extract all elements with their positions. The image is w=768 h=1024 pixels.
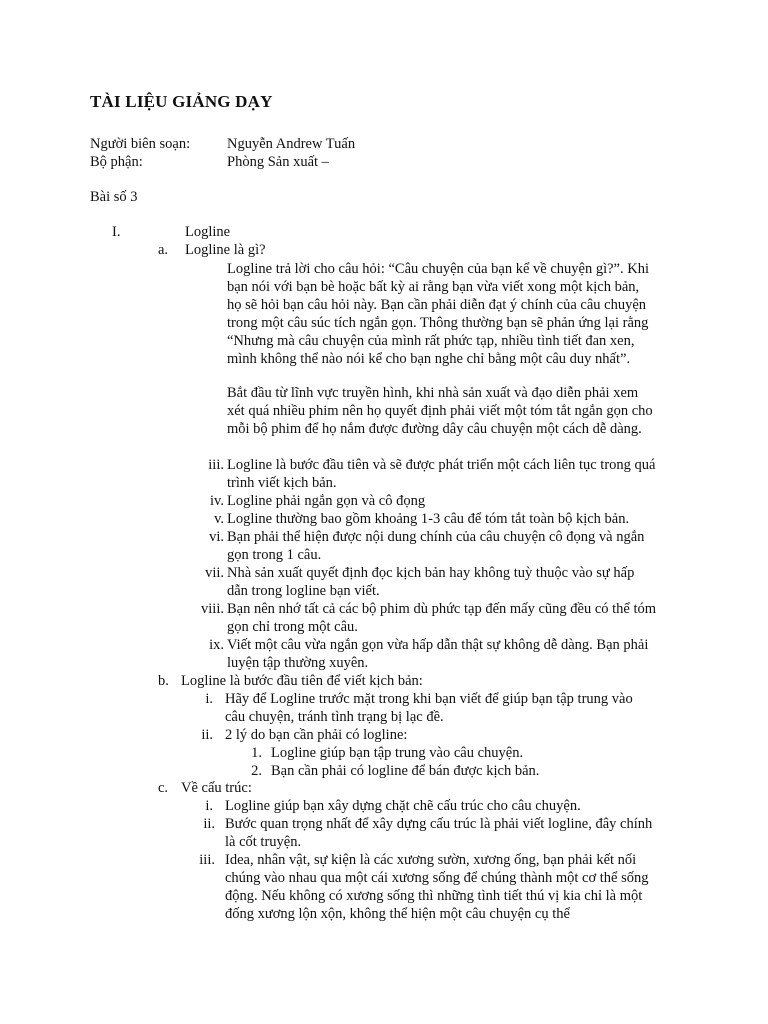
- paragraph-logline-answer: Logline trả lời cho câu hỏi: “Câu chuyện của bạn kể về chuyện gì?”. Khi bạn nói với bạn bè hoặc bất kỳ ai rằng bạn vừa viết xong một kịch bản, họ sẽ hỏi bạn câu hỏi này. Bạn cần phải diễn đạt ý chính của câu chuyện trong một câu súc tích ngắn gọn. Thông thường bạn sẽ phản ứng lại rằng “Nhưng mà câu chuyện của mình rất phức tạp, nhiều tình tiết đan xen, mình không thể nào nói kể cho bạn nghe chỉ bằng một câu duy nhất”.: [227, 261, 649, 367]
- meta-author-label: Người biên soạn:: [90, 136, 191, 152]
- list-item-number: vi.: [209, 529, 224, 545]
- meta-department-label: Bộ phận:: [90, 154, 143, 170]
- subsection-c-title: Về cấu trúc:: [181, 780, 252, 796]
- list-item-number: v.: [214, 511, 224, 527]
- list-item-text: Logline là bước đầu tiên và sẽ được phát triển một cách liên tục trong quá trình viết kịch bản.: [227, 457, 656, 491]
- list-item-number: viii.: [201, 601, 224, 617]
- list-item-number: 2.: [251, 763, 262, 779]
- list-item-number: iii.: [199, 852, 215, 868]
- list-item-text: 2 lý do bạn cần phải có logline:: [225, 727, 408, 743]
- list-item-text: Idea, nhân vật, sự kiện là các xương sườn, xương ống, bạn phải kết nối chúng vào nhau qua một cái xương sống để chúng thành một cơ thể sống động. Nếu không có xương sống thì những tình tiết thú vị kia chỉ là một đống xương lộn xộn, không thể hiện một câu chuyện cụ thể: [225, 852, 649, 922]
- meta-author-value: Nguyễn Andrew Tuấn: [227, 136, 356, 152]
- subsection-a-title: Logline là gì?: [185, 242, 266, 258]
- list-item-text: Viết một câu vừa ngắn gọn vừa hấp dẫn thật sự không dễ dàng. Bạn phải luyện tập thường xuyên.: [227, 637, 649, 671]
- list-item-text: Logline giúp bạn xây dựng chặt chẽ cấu trúc cho câu chuyện.: [225, 798, 581, 814]
- list-item-number: iii.: [208, 457, 224, 473]
- list-item-text: Bạn cần phải có logline để bán được kịch bản.: [271, 763, 540, 779]
- list-item-text: Bạn nên nhớ tất cả các bộ phim dù phức tạp đến mấy cũng đều có thể tóm gọn chỉ trong một câu.: [227, 601, 657, 635]
- subsection-b-title: Logline là bước đầu tiên để viết kịch bản:: [181, 673, 423, 689]
- list-item-number: iv.: [210, 493, 224, 509]
- list-item-text: Logline giúp bạn tập trung vào câu chuyện.: [271, 745, 524, 761]
- subsection-c-number: c.: [158, 780, 169, 796]
- list-item-number: i.: [205, 691, 213, 707]
- section-i-number: I.: [112, 224, 121, 240]
- list-item-text: Nhà sản xuất quyết định đọc kịch bản hay không tuỳ thuộc vào sự hấp dẫn trong logline bạn viết.: [227, 565, 635, 599]
- list-item-text: Logline thường bao gồm khoảng 1-3 câu để tóm tắt toàn bộ kịch bản.: [227, 511, 630, 527]
- list-item-number: ii.: [201, 727, 213, 743]
- subsection-a-number: a.: [158, 242, 169, 258]
- subsection-b-number: b.: [158, 673, 169, 689]
- list-item-text: Logline phải ngắn gọn và cô đọng: [227, 493, 426, 509]
- section-i-title: Logline: [185, 224, 231, 240]
- lesson-number: Bài số 3: [90, 189, 138, 205]
- list-item-text: Bạn phải thể hiện được nội dung chính của câu chuyện cô đọng và ngắn gọn trong 1 câu.: [227, 529, 645, 563]
- list-item-number: vii.: [205, 565, 224, 581]
- meta-department-value: Phòng Sản xuất –: [227, 154, 329, 170]
- paragraph-logline-origin: Bắt đầu từ lĩnh vực truyền hình, khi nhà sản xuất và đạo diễn phải xem xét quá nhiều phim nên họ quyết định phải viết một tóm tắt ngắn gọn cho mỗi bộ phim để họ nắm được đường dây câu chuyện một cách dễ dàng.: [227, 385, 653, 437]
- list-item-text: Bước quan trọng nhất để xây dựng cấu trúc là phải viết logline, đây chính là cốt truyện.: [225, 816, 653, 850]
- list-item-text: Hãy để Logline trước mặt trong khi bạn viết để giúp bạn tập trung vào câu chuyện, tránh tình trạng bị lạc đề.: [225, 691, 633, 725]
- document-title: TÀI LIỆU GIẢNG DẠY: [90, 92, 273, 111]
- list-item-number: ii.: [203, 816, 215, 832]
- list-item-number: i.: [205, 798, 213, 814]
- list-item-number: 1.: [251, 745, 262, 761]
- list-item-number: ix.: [209, 637, 224, 653]
